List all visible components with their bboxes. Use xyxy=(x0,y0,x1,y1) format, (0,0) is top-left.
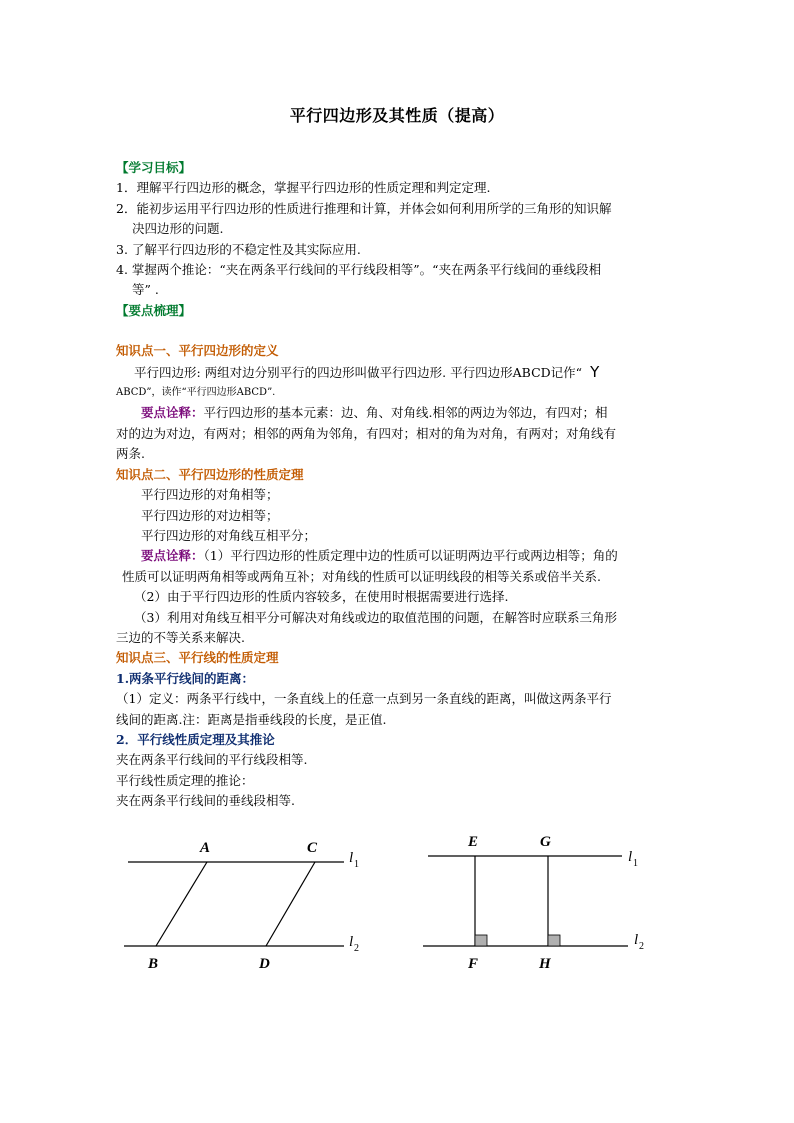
note-text: 平行四边形的基本元素：边、角、对角线.相邻的两边为邻边，有四对；相 xyxy=(203,405,608,421)
kp1-note-cont: 两条. xyxy=(116,446,145,462)
line-label-l1: l xyxy=(349,850,354,866)
kp1-note-cont: 对的边为对边，有两对；相邻的两角为邻角，有四对；相对的角为对角，有两对；对角线有 xyxy=(116,425,617,441)
line-label-l2: l xyxy=(349,934,354,950)
keypoints-heading: 【要点梳理】 xyxy=(116,302,192,318)
kp2-property: 平行四边形的对角相等； xyxy=(141,487,279,503)
parallelogram-symbol: Y xyxy=(590,362,600,381)
segment-ab xyxy=(156,862,207,946)
kp2-title: 知识点二、平行四边形的性质定理 xyxy=(116,466,304,482)
kp2-property: 平行四边形的对边相等； xyxy=(141,507,279,523)
point-label-e: E xyxy=(468,834,479,850)
point-label-g: G xyxy=(540,834,551,850)
line-label-l1: l xyxy=(628,849,633,865)
kp2-note-cont: 性质可以证明两角相等或两角互补；对角线的性质可以证明线段的相等关系或倍半关系. xyxy=(122,568,601,584)
objective-item: 1．理解平行四边形的概念，掌握平行四边形的性质定理和判定定理. xyxy=(116,180,491,196)
kp3-title: 知识点三、平行线的性质定理 xyxy=(116,650,279,666)
segment-cd xyxy=(266,862,315,946)
objective-item-continued: 决四边形的问题. xyxy=(132,221,224,237)
line-label-l2-sub: 2 xyxy=(354,943,359,954)
note-text: （1）平行四边形的性质定理中边的性质可以证明两边平行或两边相等；角的 xyxy=(203,548,618,564)
objective-item-continued: 等” . xyxy=(132,282,159,298)
kp3-sub2-text: 平行线性质定理的推论： xyxy=(116,772,254,788)
kp2-note2: （2）由于平行四边形的性质内容较多，在使用时根据需要进行选择. xyxy=(134,589,509,605)
kp3-sub2-text: 夹在两条平行线间的平行线段相等. xyxy=(116,752,308,768)
objective-item: 4. 掌握两个推论：“夹在两条平行线间的平行线段相等”。“夹在两条平行线间的垂线段相 xyxy=(116,262,602,278)
objective-item: 3. 了解平行四边形的不稳定性及其实际应用. xyxy=(116,241,361,257)
kp1-title: 知识点一、平行四边形的定义 xyxy=(116,343,279,359)
kp2-property: 平行四边形的对角线互相平分； xyxy=(141,527,317,543)
point-label-c: C xyxy=(307,840,318,856)
kp3-sub1-title: 1.两条平行线间的距离： xyxy=(116,670,255,686)
note-label: 要点诠释： xyxy=(141,548,204,564)
page-title: 平行四边形及其性质（提高） xyxy=(289,106,505,125)
kp3-sub1-text-cont: 线间的距离.注：距离是指垂线段的长度，是正值. xyxy=(116,711,387,727)
point-label-b: B xyxy=(148,956,159,972)
kp2-note3: （3）利用对角线互相平分可解决对角线或边的取值范围的问题，在解答时应联系三角形 xyxy=(134,609,617,625)
kp1-definition-text: 平行四边形: 两组对边分别平行的四边形叫做平行四边形. 平行四边形ABCD记作“ xyxy=(134,364,583,380)
kp1-definition-cont: ABCD”，读作“平行四边形ABCD”. xyxy=(116,387,276,399)
point-label-a: A xyxy=(200,840,211,856)
objectives-heading: 【学习目标】 xyxy=(116,160,192,175)
line-label-l2-sub: 2 xyxy=(639,941,644,952)
note-label: 要点诠释： xyxy=(141,405,204,421)
kp3-sub2-text: 夹在两条平行线间的垂线段相等. xyxy=(116,793,295,809)
right-angle-mark-h xyxy=(548,935,560,946)
kp2-note3-cont: 三边的不等关系来解决. xyxy=(116,629,245,645)
right-angle-mark-f xyxy=(475,935,487,946)
point-label-f: F xyxy=(468,956,479,972)
kp3-sub2-title: 2．平行线性质定理及其推论 xyxy=(116,731,275,747)
point-label-h: H xyxy=(539,956,551,972)
line-label-l1-sub: 1 xyxy=(354,859,359,870)
line-label-l2: l xyxy=(634,932,639,948)
diagram-perpendicular-segments xyxy=(423,834,644,972)
line-label-l1-sub: 1 xyxy=(633,858,638,869)
diagram-parallel-segments xyxy=(124,840,359,972)
point-label-d: D xyxy=(259,956,270,972)
kp3-sub1-text: （1）定义：两条平行线中，一条直线上的任意一点到另一条直线的距离，叫做这两条平行 xyxy=(116,691,612,707)
objective-item: 2．能初步运用平行四边形的性质进行推理和计算，并体会如何利用所学的三角形的知识解 xyxy=(116,200,612,216)
